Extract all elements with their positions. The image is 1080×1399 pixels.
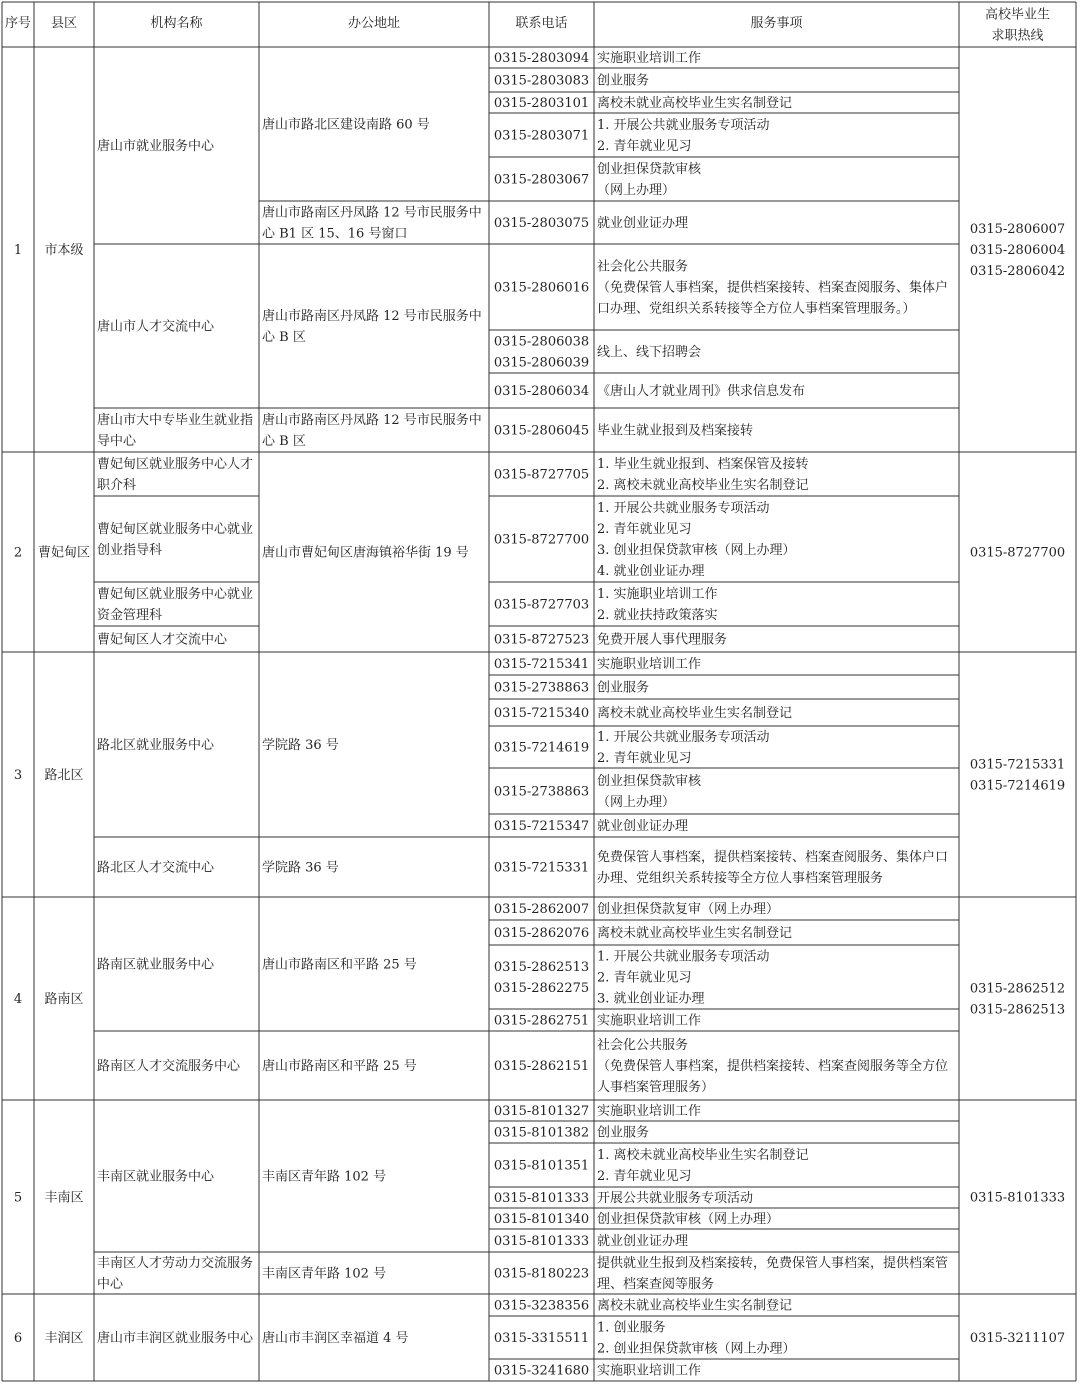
phone-number: 0315-3315511: [493, 1331, 590, 1347]
address: 心 B 区: [262, 330, 306, 346]
service-item: 1. 创业服务: [597, 1320, 666, 1336]
phone-number: 0315-2803071: [493, 128, 590, 144]
service-item: 创业担保贷款审核: [597, 162, 702, 178]
service-item: 1. 开展公共就业服务专项活动: [597, 501, 770, 517]
service-item: （网上办理）: [597, 183, 676, 199]
phone-number: 0315-7214619: [493, 740, 590, 756]
org-name: 资金管理科: [97, 608, 163, 624]
service-item: 离校未就业高校毕业生实名制登记: [597, 96, 793, 112]
service-item: 实施职业培训工作: [597, 51, 702, 67]
org-name: 唐山市就业服务中心: [97, 139, 215, 155]
org-name: 曹妃甸区就业服务中心人才: [97, 457, 254, 473]
service-item: 社会化公共服务: [597, 259, 689, 275]
header-org: 机构名称: [150, 16, 203, 32]
service-item: 就业创业证办理: [597, 1234, 689, 1250]
phone-number: 0315-2803067: [493, 172, 590, 188]
service-item: 理、档案查阅等服务: [597, 1277, 715, 1293]
service-item: 2. 青年就业见习: [597, 1169, 692, 1185]
service-item: 3. 就业创业证办理: [597, 991, 705, 1007]
service-item: 创业服务: [597, 1125, 650, 1141]
header-hotline: 高校毕业生: [984, 7, 1051, 23]
phone-number: 0315-8727703: [493, 597, 590, 613]
hotline-number: 0315-2806042: [969, 264, 1066, 280]
hotline-number: 0315-8101333: [969, 1190, 1066, 1206]
phone-number: 0315-2803094: [493, 51, 590, 67]
phone-number: 0315-8101327: [493, 1104, 590, 1120]
service-item: 线上、线下招聘会: [597, 345, 702, 361]
service-item: 1. 离校未就业高校毕业生实名制登记: [597, 1148, 809, 1164]
phone-number: 0315-7215341: [493, 657, 590, 673]
phone-number: 0315-2806034: [493, 384, 590, 400]
group-county: 丰润区: [44, 1331, 84, 1347]
phone-number: 0315-3241680: [493, 1363, 590, 1379]
service-item: 1. 实施职业培训工作: [597, 587, 718, 603]
service-item: 离校未就业高校毕业生实名制登记: [597, 706, 793, 722]
service-item: 人事档案管理服务）: [597, 1080, 715, 1096]
service-item: 提供就业生报到及档案接转，免费保管人事档案，提供档案管: [597, 1256, 949, 1272]
header-hotline: 求职热线: [991, 28, 1044, 44]
address: 心 B 区: [262, 434, 306, 450]
org-name: 导中心: [97, 434, 137, 450]
service-item: 1. 开展公共就业服务专项活动: [597, 118, 770, 134]
org-name: 创业指导科: [97, 543, 163, 559]
service-item: （免费保管人事档案，提供档案接转、档案查阅服务等全方位: [597, 1059, 949, 1075]
service-item: 免费保管人事档案，提供档案接转、档案查阅服务、集体户口: [597, 850, 949, 866]
hotline-number: 0315-2806007: [969, 222, 1066, 238]
header-no: 序号: [4, 16, 32, 32]
service-item: （网上办理）: [597, 795, 676, 811]
org-name: 路南区就业服务中心: [97, 957, 215, 973]
address: 学院路 36 号: [262, 860, 339, 876]
phone-number: 0315-7215340: [493, 706, 590, 722]
phone-number: 0315-2862007: [493, 902, 590, 918]
group-county: 丰南区: [44, 1190, 84, 1206]
phone-number: 0315-8101351: [493, 1158, 590, 1174]
address: 心 B1 区 15、16 号窗口: [262, 226, 408, 242]
group-number: 5: [13, 1190, 23, 1206]
service-item: 2. 青年就业见习: [597, 522, 692, 538]
group-number: 1: [13, 243, 23, 259]
group-number: 3: [13, 768, 23, 784]
service-item: 2. 创业担保贷款审核（网上办理）: [597, 1341, 796, 1357]
group-county: 路南区: [44, 992, 84, 1008]
service-item: 实施职业培训工作: [597, 1363, 702, 1379]
service-item: 就业创业证办理: [597, 216, 689, 232]
phone-number: 0315-3238356: [493, 1298, 590, 1314]
service-item: 2. 青年就业见习: [597, 751, 692, 767]
header-address: 办公地址: [347, 16, 401, 32]
service-item: 2. 青年就业见习: [597, 139, 692, 155]
address: 唐山市路南区丹凤路 12 号市民服务中: [262, 413, 482, 429]
phone-number: 0315-2862275: [493, 981, 590, 997]
phone-number: 0315-2738863: [493, 680, 590, 696]
org-name: 曹妃甸区就业服务中心就业: [97, 522, 254, 538]
service-item: 实施职业培训工作: [597, 657, 702, 673]
org-name: 唐山市人才交流中心: [97, 319, 215, 335]
org-name: 丰南区人才劳动力交流服务: [97, 1256, 254, 1272]
phone-number: 0315-8101340: [493, 1212, 590, 1228]
service-item: 毕业生就业报到及档案接转: [597, 423, 754, 439]
address: 唐山市丰润区幸福道 4 号: [262, 1331, 409, 1347]
phone-number: 0315-2806039: [493, 355, 590, 371]
phone-number: 0315-2862513: [493, 960, 590, 976]
phone-number: 0315-7215331: [493, 860, 590, 876]
phone-number: 0315-2803075: [493, 216, 590, 232]
phone-number: 0315-8727700: [493, 532, 590, 548]
service-item: 离校未就业高校毕业生实名制登记: [597, 1298, 793, 1314]
org-name: 丰南区就业服务中心: [97, 1169, 215, 1185]
phone-number: 0315-2862076: [493, 926, 590, 942]
service-item: 1. 开展公共就业服务专项活动: [597, 730, 770, 746]
address: 唐山市曹妃甸区唐海镇裕华街 19 号: [262, 545, 469, 561]
header-county: 县区: [50, 16, 78, 32]
phone-number: 0315-8180223: [493, 1266, 590, 1282]
service-item: 《唐山人才就业周刊》供求信息发布: [597, 384, 806, 400]
phone-number: 0315-2806045: [493, 423, 590, 439]
phone-number: 0315-2806038: [493, 334, 590, 350]
hotline-number: 0315-2862512: [969, 981, 1066, 997]
address: 唐山市路南区和平路 25 号: [262, 957, 417, 973]
header-phone: 联系电话: [515, 16, 568, 32]
phone-number: 0315-8101333: [493, 1234, 590, 1250]
service-item: 开展公共就业服务专项活动: [597, 1191, 754, 1207]
service-item: 2. 青年就业见习: [597, 970, 692, 986]
hotline-number: 0315-7214619: [969, 778, 1066, 794]
phone-number: 0315-8727705: [493, 467, 590, 483]
phone-number: 0315-2803083: [493, 73, 590, 89]
org-name: 路北区就业服务中心: [97, 738, 215, 754]
service-item: 4. 就业创业证办理: [597, 564, 705, 580]
address: 学院路 36 号: [262, 738, 339, 754]
service-item: 创业服务: [597, 680, 650, 696]
header-service: 服务事项: [750, 16, 803, 32]
service-item: 免费开展人事代理服务: [597, 632, 728, 648]
hotline-number: 0315-2862513: [969, 1002, 1066, 1018]
org-name: 唐山市丰润区就业服务中心: [97, 1331, 254, 1347]
org-name: 曹妃甸区人才交流中心: [97, 632, 228, 648]
service-item: 2. 就业扶持政策落实: [597, 608, 718, 624]
org-name: 职介科: [97, 478, 137, 494]
org-name: 中心: [97, 1277, 124, 1293]
org-name: 路北区人才交流中心: [97, 860, 215, 876]
service-item: 实施职业培训工作: [597, 1013, 702, 1029]
phone-number: 0315-2738863: [493, 784, 590, 800]
hotline-number: 0315-8727700: [969, 545, 1066, 561]
group-county: 路北区: [44, 768, 84, 784]
address: 丰南区青年路 102 号: [262, 1169, 387, 1185]
service-item: 社会化公共服务: [597, 1038, 689, 1054]
service-item: 2. 离校未就业高校毕业生实名制登记: [597, 478, 809, 494]
service-item: 创业担保贷款审核（网上办理）: [597, 1212, 780, 1228]
org-name: 唐山市大中专毕业生就业指: [97, 413, 254, 429]
service-item: 实施职业培训工作: [597, 1104, 702, 1120]
group-county: 市本级: [44, 243, 84, 259]
phone-number: 0315-8101333: [493, 1191, 590, 1207]
phone-number: 0315-8727523: [493, 632, 590, 648]
service-item: （免费保管人事档案，提供档案接转、档案查阅服务、集体户: [597, 280, 949, 296]
service-item: 口办理、党组织关系转接等全方位人事档案管理服务。）: [597, 301, 916, 317]
address: 唐山市路南区丹凤路 12 号市民服务中: [262, 205, 482, 221]
phone-number: 0315-8101382: [493, 1125, 590, 1141]
service-item: 创业服务: [597, 73, 650, 89]
hotline-number: 0315-2806004: [969, 243, 1066, 259]
service-item: 创业担保贷款审核: [597, 774, 702, 790]
org-name: 路南区人才交流服务中心: [97, 1059, 241, 1075]
phone-number: 0315-2806016: [493, 280, 590, 296]
org-name: 曹妃甸区就业服务中心就业: [97, 587, 254, 603]
service-item: 1. 毕业生就业报到、档案保管及接转: [597, 457, 809, 473]
group-county: 曹妃甸区: [37, 545, 91, 561]
address: 唐山市路南区丹凤路 12 号市民服务中: [262, 309, 482, 325]
address: 唐山市路北区建设南路 60 号: [262, 117, 430, 133]
service-item: 创业担保贷款复审（网上办理）: [597, 902, 780, 918]
group-number: 2: [13, 545, 23, 561]
group-number: 4: [13, 992, 23, 1008]
service-item: 离校未就业高校毕业生实名制登记: [597, 926, 793, 942]
phone-number: 0315-2862751: [493, 1013, 590, 1029]
service-item: 就业创业证办理: [597, 819, 689, 835]
address: 丰南区青年路 102 号: [262, 1266, 387, 1282]
service-item: 办理、党组织关系转接等全方位人事档案管理服务: [597, 871, 884, 887]
hotline-number: 0315-3211107: [969, 1331, 1066, 1347]
phone-number: 0315-7215347: [493, 819, 590, 835]
phone-number: 0315-2862151: [493, 1059, 590, 1075]
address: 唐山市路南区和平路 25 号: [262, 1059, 417, 1075]
phone-number: 0315-2803101: [493, 96, 590, 112]
service-item: 1. 开展公共就业服务专项活动: [597, 949, 770, 965]
hotline-number: 0315-7215331: [969, 757, 1066, 773]
service-item: 3. 创业担保贷款审核（网上办理）: [597, 543, 796, 559]
group-number: 6: [13, 1331, 23, 1347]
